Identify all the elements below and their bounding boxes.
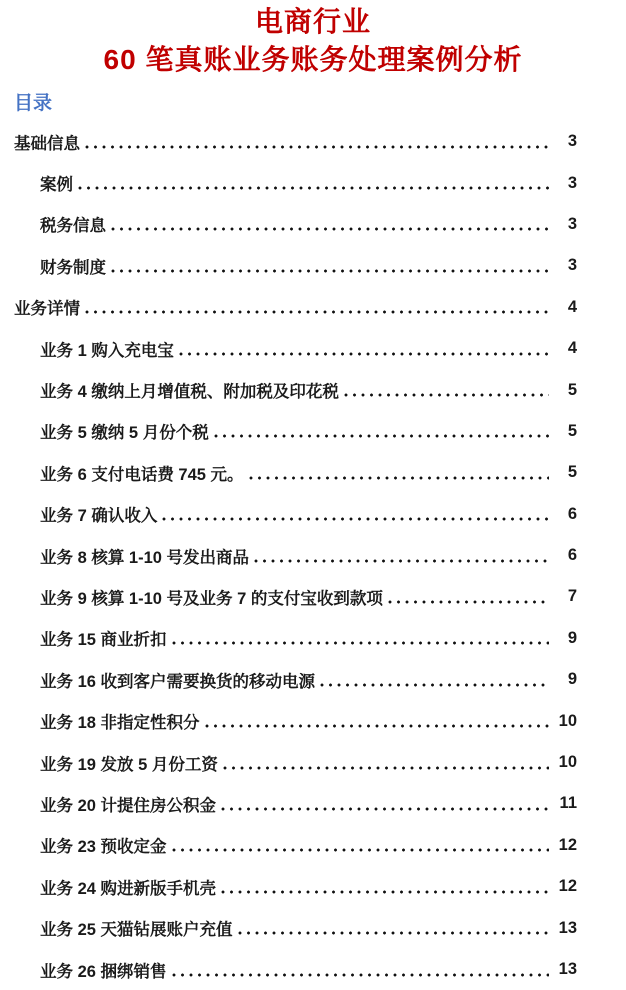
toc-entry[interactable] <box>0 162 626 203</box>
toc-dot-leader <box>179 352 549 356</box>
toc-page-number: 4 <box>567 297 577 316</box>
toc-dot-leader <box>221 807 549 811</box>
toc-entry-label: 业务 23 预收定金 <box>40 838 167 857</box>
toc-entry-label: 业务 5 缴纳 5 月份个税 <box>40 424 209 443</box>
toc-page-number: 9 <box>567 670 577 689</box>
toc-page-number: 3 <box>567 173 577 192</box>
toc-dot-leader <box>85 145 549 149</box>
toc-entry[interactable] <box>0 700 626 741</box>
toc-page-number: 7 <box>567 587 577 606</box>
toc-page-number: 11 <box>559 794 577 813</box>
toc-dot-leader <box>78 186 549 190</box>
toc-dot-leader <box>172 641 549 645</box>
toc-dot-leader <box>111 227 549 231</box>
toc-entry[interactable] <box>0 452 626 493</box>
toc-entry-label: 案例 <box>40 176 73 195</box>
toc-entry[interactable] <box>0 949 626 990</box>
toc-entry[interactable] <box>0 494 626 535</box>
toc-entry-label: 业务 24 购进新版手机壳 <box>40 879 217 898</box>
toc-page-number: 13 <box>558 960 577 978</box>
toc-entry[interactable] <box>0 204 626 245</box>
toc-page-number: 12 <box>558 835 577 854</box>
toc-entry[interactable] <box>0 659 626 700</box>
toc-entry-label: 业务 9 核算 1-10 号及业务 7 的支付宝收到款项 <box>40 589 383 608</box>
toc-page-number: 10 <box>558 711 577 730</box>
toc-page-number: 10 <box>558 753 577 772</box>
toc-page-number: 5 <box>567 380 577 399</box>
toc-entry-label: 业务 26 捆绑销售 <box>40 962 167 981</box>
toc-entry-label: 业务 16 收到客户需要换货的移动电源 <box>40 672 316 691</box>
toc-entry-label: 业务 6 支付电话费 745 元。 <box>40 465 244 484</box>
toc-page-number: 6 <box>567 546 577 565</box>
toc-entry[interactable] <box>0 245 626 286</box>
toc-page-number: 6 <box>567 504 577 523</box>
toc-entry[interactable] <box>0 866 626 907</box>
toc-entry[interactable] <box>0 369 626 410</box>
toc-dot-leader <box>111 269 549 273</box>
toc-entry-label: 业务 20 计提住房公积金 <box>40 796 217 815</box>
document-title-line1: 电商行业 <box>254 6 371 37</box>
toc-entry-label: 业务 25 天猫钻展账户充值 <box>40 921 233 940</box>
toc-dot-leader <box>172 848 549 852</box>
toc-entry[interactable] <box>0 287 626 328</box>
toc-dot-leader <box>249 476 549 480</box>
toc-entry-label: 业务详情 <box>14 300 80 319</box>
toc-page-number: 3 <box>567 132 577 151</box>
toc-dot-leader <box>238 931 549 935</box>
toc-dot-leader <box>205 724 549 728</box>
toc-entry-label: 业务 8 核算 1-10 号发出商品 <box>40 548 250 567</box>
toc-dot-leader <box>214 434 549 438</box>
toc-dot-leader <box>85 310 549 314</box>
toc-dot-leader <box>172 973 549 977</box>
toc-list <box>0 121 626 990</box>
document-title-block <box>0 0 626 79</box>
toc-entry-label: 业务 19 发放 5 月份工资 <box>40 755 218 774</box>
toc-entry[interactable] <box>0 825 626 866</box>
toc-dot-leader <box>388 600 549 604</box>
toc-page-number: 12 <box>558 877 577 896</box>
toc-dot-leader <box>223 766 549 770</box>
toc-entry-label: 业务 7 确认收入 <box>40 507 158 526</box>
toc-page-number: 3 <box>567 256 577 275</box>
toc-entry-label: 财务制度 <box>40 258 106 277</box>
toc-entry-label: 税务信息 <box>40 217 106 236</box>
toc-dot-leader <box>162 517 549 521</box>
toc-page-number: 5 <box>567 421 577 440</box>
toc-entry-label: 业务 15 商业折扣 <box>40 631 167 650</box>
toc-dot-leader <box>221 890 549 894</box>
toc-entry-label: 业务 4 缴纳上月增值税、附加税及印花税 <box>40 383 339 402</box>
toc-entry[interactable] <box>0 618 626 659</box>
toc-dot-leader <box>254 559 549 563</box>
toc-entry[interactable] <box>0 783 626 824</box>
toc-dot-leader <box>344 393 549 397</box>
toc-heading: 目录 <box>14 93 53 114</box>
toc-page-number: 4 <box>567 339 577 358</box>
toc-dot-leader <box>320 683 549 687</box>
document-title-line2: 60 笔真账业务账务处理案例分析 <box>103 44 523 75</box>
toc-page-number: 9 <box>567 628 577 647</box>
toc-entry[interactable] <box>0 328 626 369</box>
toc-page-number: 13 <box>558 918 577 937</box>
toc-entry-label: 基础信息 <box>14 134 80 153</box>
toc-entry-label: 业务 18 非指定性积分 <box>40 714 200 733</box>
toc-entry[interactable] <box>0 576 626 617</box>
toc-page-number: 3 <box>567 214 577 233</box>
toc-entry[interactable] <box>0 742 626 783</box>
toc-page-number: 5 <box>567 463 577 482</box>
toc-entry[interactable] <box>0 907 626 948</box>
toc-entry[interactable] <box>0 535 626 576</box>
toc-entry-label: 业务 1 购入充电宝 <box>40 341 174 360</box>
toc-entry[interactable] <box>0 121 626 162</box>
toc-entry[interactable] <box>0 411 626 452</box>
